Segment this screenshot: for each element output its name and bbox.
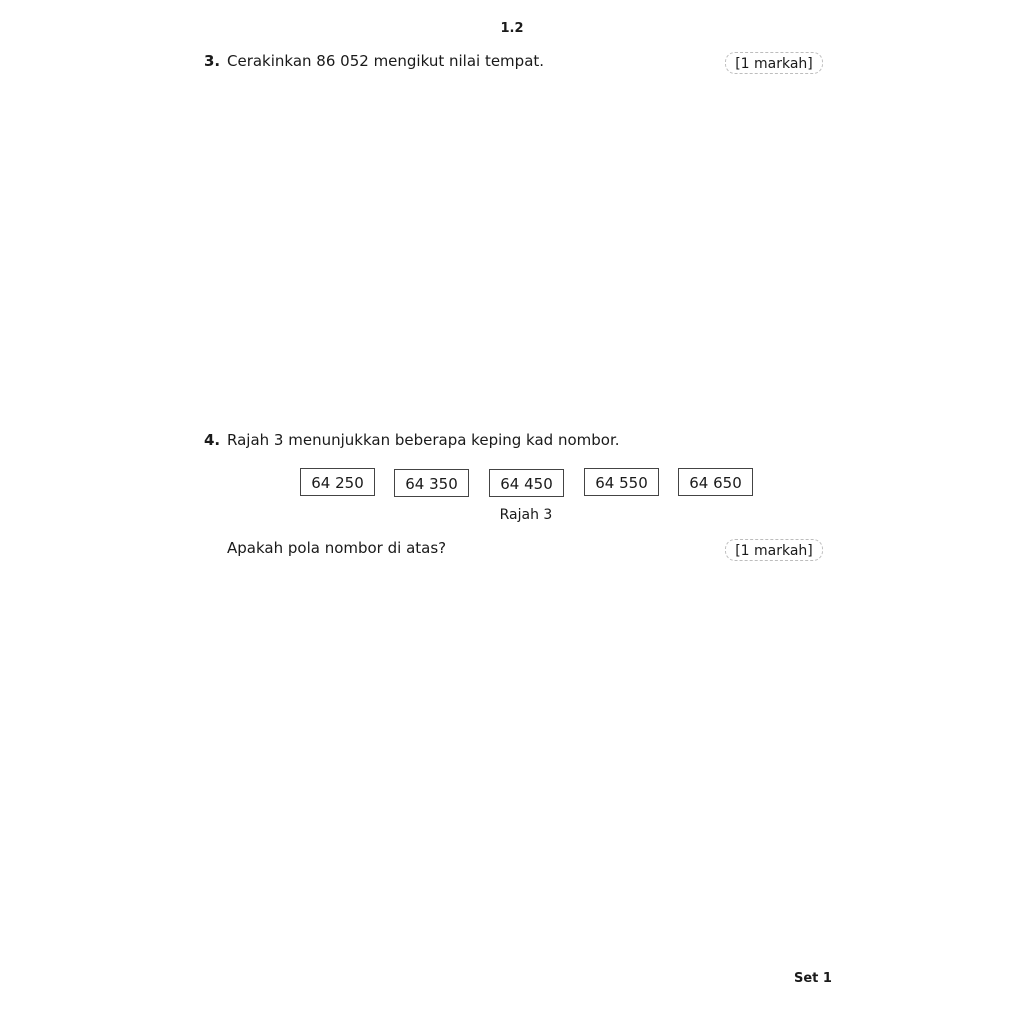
question-4-number: 4. — [204, 431, 221, 449]
number-card: 64 550 — [584, 468, 659, 496]
question-4-marks-badge: [1 markah] — [725, 539, 823, 561]
question-4-text: Rajah 3 menunjukkan beberapa keping kad nombor. — [227, 431, 620, 449]
number-card: 64 650 — [678, 468, 753, 496]
question-3-number: 3. — [204, 52, 221, 70]
question-3-marks-badge: [1 markah] — [725, 52, 823, 74]
question-3-text: Cerakinkan 86 052 mengikut nilai tempat. — [227, 52, 545, 70]
page-number: 1.2 — [500, 21, 524, 36]
number-card: 64 350 — [394, 469, 469, 497]
figure-caption: Rajah 3 — [499, 507, 553, 523]
number-card: 64 250 — [300, 468, 375, 496]
footer-set-label: Set 1 — [794, 971, 832, 986]
number-card: 64 450 — [489, 469, 564, 497]
question-4-sub-question: Apakah pola nombor di atas? — [227, 539, 447, 557]
question-3 — [204, 51, 544, 71]
question-4 — [204, 430, 620, 450]
